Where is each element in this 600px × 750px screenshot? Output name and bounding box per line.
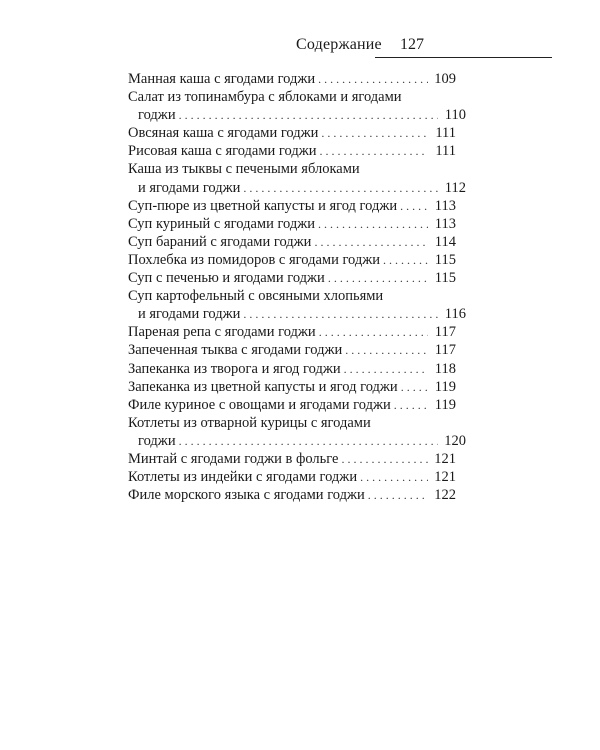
toc-entry-title: Суп куриный с ягодами годжи [128,215,316,232]
toc-entry [128,450,456,468]
toc-entry-line [128,486,456,504]
toc-entry-line [128,142,456,160]
toc-entry-line [128,450,456,468]
toc-page-number: 117 [434,342,456,359]
toc-dot-leader [319,323,428,341]
toc-dot-leader [179,432,438,450]
toc-entry-line [128,70,456,88]
toc-page-number: 115 [434,251,456,268]
toc-dot-leader [179,106,438,124]
toc-page-number: 121 [434,469,456,486]
toc-entry [128,486,456,504]
toc-entry-line [128,396,456,414]
toc-entry-line [128,197,456,215]
toc-page-number: 122 [434,487,456,504]
toc-dot-leader [344,360,428,378]
toc-entry-title: Каша из тыквы с печеными яблоками [128,161,360,178]
running-head-title: Содержание [296,36,382,53]
running-head [296,36,552,60]
toc-entry-line [128,233,456,251]
toc-dot-leader [368,486,428,504]
toc-entry-line [128,468,456,486]
toc-entry [128,70,456,88]
toc-entry [128,378,456,396]
toc-page-number: 117 [434,324,456,341]
toc-dot-leader [321,124,428,142]
toc-dot-leader [318,70,428,88]
toc-page-number: 110 [444,107,466,124]
toc-dot-leader [243,305,438,323]
toc-entry [128,251,456,269]
toc-entry-title: Котлеты из индейки с ягодами годжи [128,469,358,486]
toc-entry [128,414,466,450]
toc-page-number: 109 [434,71,456,87]
toc-dot-leader [360,468,428,486]
toc-entry [128,360,456,378]
toc-entry [128,233,456,251]
toc-dot-leader [328,269,428,287]
page-number: 127 [400,36,424,53]
toc-entry-title: Запеченная тыква с ягодами годжи [128,342,343,359]
toc-entry-line [128,160,456,178]
toc-page-number: 118 [434,360,456,377]
toc-entry-line [128,88,456,106]
toc-page-number: 119 [434,396,456,413]
toc-entry-title: и ягодами годжи [138,306,241,323]
toc-entry-continuation [128,305,466,323]
toc-entry-title: Филе куриное с овощами и ягодами годжи [128,396,391,413]
toc-dot-leader [394,396,428,414]
toc-entry-continuation [128,432,466,450]
running-head-rule [375,57,552,58]
toc-entry [128,323,456,341]
toc-page-number: 120 [444,432,466,449]
toc-dot-leader [341,450,428,468]
toc-entry [128,468,456,486]
toc-entry-title: Суп бараний с ягодами годжи [128,233,312,250]
toc-dot-leader [314,233,428,251]
toc-entry-title: Филе морского языка с ягодами годжи [128,487,365,504]
toc-entry-title: Рисовая каша с ягодами годжи [128,143,317,160]
toc-entry [128,215,456,233]
toc-entry-title: Похлебка из помидоров с ягодами годжи [128,251,381,268]
toc-page-number: 111 [435,125,456,142]
toc-entry-title: Суп с печенью и ягодами годжи [128,270,325,287]
toc-entry-title: Манная каша с ягодами годжи [128,71,316,87]
toc-entry-title: годжи [138,107,176,124]
toc-entry-line [128,323,456,341]
toc-entry-line [128,360,456,378]
toc-entry [128,269,456,287]
toc-page-number: 113 [434,215,456,232]
toc-entry-line [128,378,456,396]
toc-entry-title: Котлеты из отварной курицы с ягодами [128,414,371,431]
toc-entry-title: Запеканка из творога и ягод годжи [128,360,341,377]
toc-dot-leader [401,378,428,396]
toc-entry-line [128,215,456,233]
toc-entry-title: годжи [138,432,176,449]
toc-entry-line [128,269,456,287]
toc-page-number: 116 [444,306,466,323]
table-of-contents [128,70,466,504]
toc-entry-title: Пареная репа с ягодами годжи [128,324,316,341]
toc-entry-title: Овсяная каша с ягодами годжи [128,125,319,142]
toc-entry [128,341,456,359]
toc-entry [128,88,466,124]
toc-entry-title: Суп-пюре из цветной капусты и ягод годжи [128,197,398,214]
toc-dot-leader [383,251,428,269]
toc-entry-line [128,124,456,142]
toc-entry-continuation [128,179,466,197]
toc-entry-line [128,414,456,432]
toc-page-number: 114 [434,233,456,250]
toc-entry [128,124,456,142]
toc-page-number: 113 [434,197,456,214]
toc-entry-title: Суп картофельный с овсяными хлопьями [128,288,384,305]
toc-dot-leader [318,215,428,233]
toc-entry-title: Салат из топинамбура с яблоками и ягодами [128,89,402,106]
toc-dot-leader [345,341,428,359]
toc-page-number: 111 [435,143,456,160]
toc-dot-leader [243,179,438,197]
toc-entry-line [128,341,456,359]
toc-entry-title: Запеканка из цветной капусты и ягод годжи [128,378,398,395]
toc-entry [128,142,456,160]
toc-entry-line [128,251,456,269]
toc-entry [128,160,466,196]
toc-entry-line [128,287,456,305]
toc-entry-title: и ягодами годжи [138,179,241,196]
toc-entry [128,287,466,323]
toc-entry-title: Минтай с ягодами годжи в фольге [128,450,339,467]
toc-entry [128,396,456,414]
toc-page-number: 112 [444,179,466,196]
toc-page-number: 121 [434,450,456,467]
toc-page-number: 119 [434,378,456,395]
toc-dot-leader [319,142,428,160]
toc-dot-leader [400,197,428,215]
toc-entry [128,197,456,215]
toc-page-number: 115 [434,270,456,287]
toc-entry-continuation [128,106,466,124]
